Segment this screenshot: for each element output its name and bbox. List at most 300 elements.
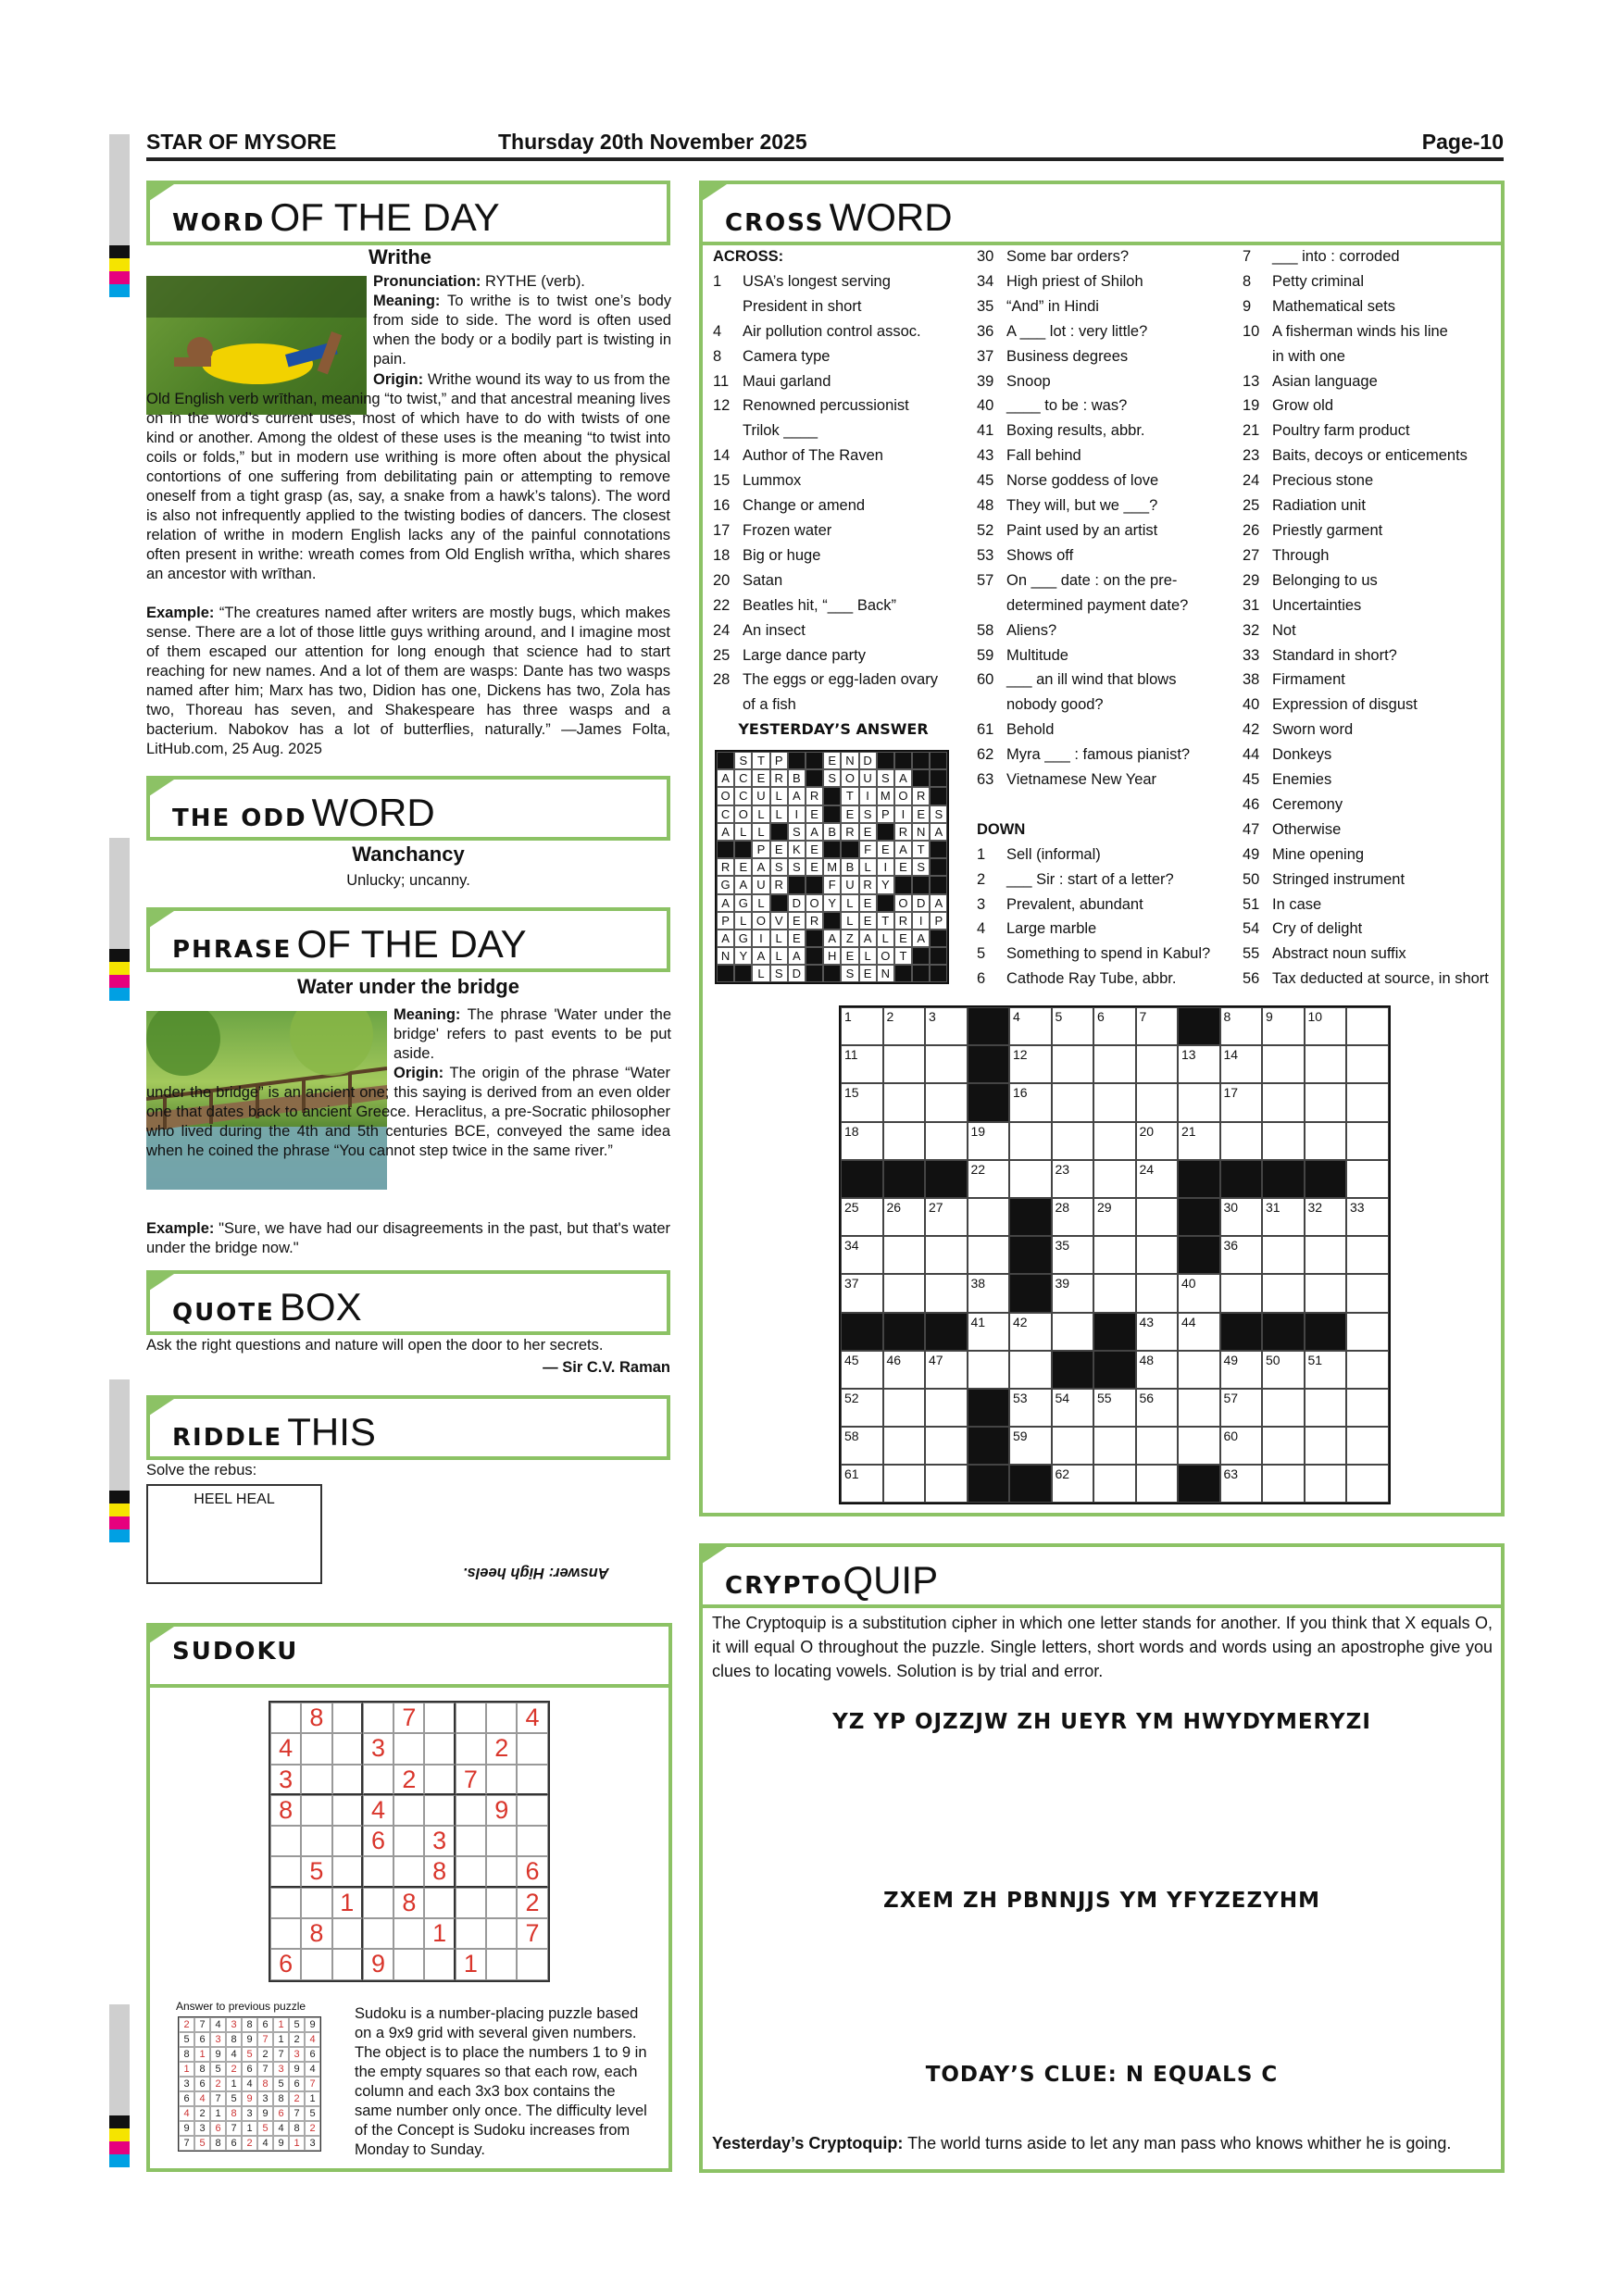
answer-cell: E <box>806 805 823 823</box>
clue-item: 1 Sell (informal) <box>977 845 1101 863</box>
clue-item: 4 Large marble <box>977 920 1097 938</box>
black-square <box>823 805 841 823</box>
answer-cell: E <box>788 912 806 930</box>
sudoku-cell[interactable] <box>424 1765 455 1795</box>
grid-cell[interactable]: 62 <box>1052 1465 1094 1503</box>
grid-cell[interactable]: 51 <box>1305 1351 1347 1389</box>
answer-cell: N <box>912 823 930 841</box>
sudoku-cell[interactable] <box>270 1888 301 1918</box>
sudoku-cell[interactable] <box>486 1826 517 1856</box>
answer-cell: S <box>823 769 841 787</box>
sudoku-grid[interactable] <box>269 1701 550 1982</box>
grid-cell[interactable] <box>925 1465 968 1503</box>
sudoku-cell[interactable]: 2 <box>486 1733 517 1764</box>
black-square <box>912 947 930 965</box>
rebus-box <box>146 1484 322 1584</box>
answer-cell: A <box>912 930 930 947</box>
clue-item: determined payment date? <box>1006 596 1189 614</box>
sudoku-cell[interactable]: 6 <box>517 1856 547 1887</box>
sudoku-cell[interactable] <box>456 1856 486 1887</box>
sudoku-cell[interactable]: 9 <box>363 1949 394 1979</box>
sudoku-cell[interactable] <box>456 1826 486 1856</box>
grid-cell[interactable] <box>1052 1427 1094 1465</box>
grid-cell[interactable]: 10 <box>1305 1007 1347 1045</box>
grid-cell[interactable] <box>1346 1427 1389 1465</box>
answer-cell: 1 <box>273 2032 289 2047</box>
grid-cell[interactable] <box>1093 1427 1136 1465</box>
grid-cell[interactable]: 11 <box>841 1045 883 1083</box>
grid-cell[interactable] <box>1305 1427 1347 1465</box>
grid-cell[interactable] <box>925 1083 968 1121</box>
sudoku-cell[interactable]: 5 <box>301 1856 331 1887</box>
sudoku-cell[interactable] <box>301 1733 331 1764</box>
sudoku-cell[interactable]: 6 <box>363 1826 394 1856</box>
sudoku-cell[interactable] <box>517 1795 547 1826</box>
paper-name: STAR OF MYSORE <box>146 130 337 154</box>
grid-cell[interactable] <box>1305 1083 1347 1121</box>
sudoku-cell[interactable] <box>332 1856 363 1887</box>
clue-item: 4 Air pollution control assoc. <box>713 322 921 340</box>
grid-cell[interactable]: 38 <box>968 1274 1010 1312</box>
grid-cell[interactable] <box>1262 1427 1305 1465</box>
answer-cell: Z <box>841 930 858 947</box>
answer-cell: 3 <box>194 2121 210 2136</box>
grid-cell[interactable]: 35 <box>1052 1236 1094 1274</box>
sudoku-cell[interactable] <box>517 1733 547 1764</box>
black-square <box>912 752 930 769</box>
grid-cell[interactable] <box>1093 1083 1136 1121</box>
sudoku-cell[interactable] <box>332 1765 363 1795</box>
grid-cell[interactable]: 2 <box>883 1007 926 1045</box>
sudoku-cell[interactable] <box>486 1949 517 1979</box>
black-square <box>925 1313 968 1351</box>
clue-item: Trilok ____ <box>743 422 818 440</box>
grid-cell[interactable]: 54 <box>1052 1389 1094 1427</box>
sudoku-cell[interactable]: 3 <box>270 1765 301 1795</box>
sudoku-cell[interactable] <box>301 1765 331 1795</box>
clue-item: 35 “And” in Hindi <box>977 297 1099 315</box>
clue-item: 20 Satan <box>713 571 783 589</box>
grid-cell[interactable] <box>1262 1122 1305 1160</box>
grid-cell[interactable]: 58 <box>841 1427 883 1465</box>
sudoku-cell[interactable] <box>517 1826 547 1856</box>
answer-cell: 7 <box>210 2091 226 2106</box>
grid-cell[interactable]: 9 <box>1262 1007 1305 1045</box>
grid-cell[interactable]: 46 <box>883 1351 926 1389</box>
sudoku-cell[interactable]: 8 <box>301 1703 331 1733</box>
odd-word-heading <box>146 776 670 841</box>
grid-cell[interactable] <box>1178 1083 1220 1121</box>
black-square <box>841 841 858 858</box>
answer-cell: A <box>788 787 806 805</box>
answer-cell: E <box>734 858 752 876</box>
answer-cell: L <box>859 947 877 965</box>
grid-cell[interactable] <box>1093 1236 1136 1274</box>
grid-cell[interactable]: 25 <box>841 1198 883 1236</box>
sudoku-cell[interactable] <box>456 1703 486 1733</box>
sudoku-cell[interactable] <box>394 1733 424 1764</box>
grid-cell[interactable] <box>1346 1389 1389 1427</box>
grid-cell[interactable]: 29 <box>1093 1198 1136 1236</box>
grid-cell[interactable] <box>1305 1274 1347 1312</box>
grid-cell[interactable] <box>1305 1389 1347 1427</box>
sudoku-cell[interactable]: 7 <box>517 1918 547 1949</box>
grid-cell[interactable] <box>1052 1083 1094 1121</box>
grid-cell[interactable]: 60 <box>1220 1427 1263 1465</box>
grid-cell[interactable] <box>1136 1465 1179 1503</box>
answer-cell: R <box>806 787 823 805</box>
answer-cell: 4 <box>305 2032 320 2047</box>
grid-cell[interactable] <box>1136 1083 1179 1121</box>
sudoku-cell[interactable] <box>363 1856 394 1887</box>
sudoku-cell[interactable]: 8 <box>394 1888 424 1918</box>
grid-cell[interactable] <box>925 1427 968 1465</box>
sudoku-cell[interactable] <box>301 1888 331 1918</box>
grid-cell[interactable]: 30 <box>1220 1198 1263 1236</box>
answer-cell: L <box>752 823 769 841</box>
answer-cell: A <box>894 841 912 858</box>
grid-cell[interactable] <box>925 1274 968 1312</box>
grid-cell[interactable]: 20 <box>1136 1122 1179 1160</box>
grid-cell[interactable] <box>1009 1160 1052 1198</box>
black-square <box>930 947 947 965</box>
sudoku-cell[interactable]: 2 <box>394 1765 424 1795</box>
sudoku-cell[interactable] <box>517 1765 547 1795</box>
grid-cell[interactable] <box>1178 1389 1220 1427</box>
grid-cell[interactable]: 34 <box>841 1236 883 1274</box>
grid-cell[interactable]: 59 <box>1009 1427 1052 1465</box>
answer-cell: S <box>841 965 858 982</box>
sudoku-cell[interactable] <box>270 1918 301 1949</box>
grid-cell[interactable]: 63 <box>1220 1465 1263 1503</box>
grid-cell[interactable]: 26 <box>883 1198 926 1236</box>
grid-cell[interactable] <box>1136 1274 1179 1312</box>
sudoku-cell[interactable]: 7 <box>456 1765 486 1795</box>
black-square <box>925 1160 968 1198</box>
sudoku-cell[interactable] <box>394 1918 424 1949</box>
grid-cell[interactable]: 43 <box>1136 1313 1179 1351</box>
grid-cell[interactable] <box>1346 1045 1389 1083</box>
grid-cell[interactable]: 22 <box>968 1160 1010 1198</box>
grid-cell[interactable] <box>1262 1045 1305 1083</box>
sudoku-cell[interactable] <box>270 1703 301 1733</box>
grid-cell[interactable]: 50 <box>1262 1351 1305 1389</box>
sudoku-cell[interactable]: 8 <box>301 1918 331 1949</box>
sudoku-cell[interactable] <box>332 1795 363 1826</box>
sudoku-cell[interactable]: 6 <box>270 1949 301 1979</box>
grid-cell[interactable]: 32 <box>1305 1198 1347 1236</box>
sudoku-cell[interactable]: 4 <box>517 1703 547 1733</box>
sudoku-cell[interactable] <box>424 1949 455 1979</box>
grid-cell[interactable]: 33 <box>1346 1198 1389 1236</box>
sudoku-cell[interactable] <box>363 1888 394 1918</box>
answer-cell: A <box>788 947 806 965</box>
grid-cell[interactable] <box>1346 1313 1389 1351</box>
grid-cell[interactable] <box>1136 1045 1179 1083</box>
clue-item: 38 Firmament <box>1243 671 1345 689</box>
sudoku-cell[interactable]: 4 <box>363 1795 394 1826</box>
clue-item: 10 A fisherman winds his line <box>1243 322 1448 340</box>
grid-cell[interactable] <box>1305 1465 1347 1503</box>
grid-cell[interactable]: 27 <box>925 1198 968 1236</box>
sudoku-cell[interactable] <box>394 1856 424 1887</box>
grid-cell[interactable] <box>968 1351 1010 1389</box>
grid-cell[interactable] <box>1052 1045 1094 1083</box>
black-square <box>734 965 752 982</box>
grid-cell[interactable]: 55 <box>1093 1389 1136 1427</box>
grid-cell[interactable] <box>1262 1236 1305 1274</box>
clue-item: 29 Belonging to us <box>1243 571 1378 589</box>
grid-cell[interactable] <box>1093 1122 1136 1160</box>
grid-cell[interactable]: 12 <box>1009 1045 1052 1083</box>
black-square <box>1178 1236 1220 1274</box>
sudoku-cell[interactable]: 9 <box>486 1795 517 1826</box>
grid-cell[interactable] <box>1093 1274 1136 1312</box>
grid-cell[interactable] <box>1262 1274 1305 1312</box>
sudoku-cell[interactable] <box>332 1733 363 1764</box>
sudoku-cell[interactable] <box>424 1888 455 1918</box>
sudoku-cell[interactable] <box>332 1826 363 1856</box>
black-square <box>877 752 894 769</box>
sudoku-cell[interactable] <box>486 1888 517 1918</box>
grid-cell[interactable] <box>1093 1045 1136 1083</box>
answer-cell: 9 <box>257 2106 273 2121</box>
sudoku-cell[interactable] <box>270 1856 301 1887</box>
grid-cell[interactable]: 53 <box>1009 1389 1052 1427</box>
grid-cell[interactable]: 47 <box>925 1351 968 1389</box>
sudoku-cell[interactable] <box>270 1826 301 1856</box>
sudoku-cell[interactable] <box>486 1765 517 1795</box>
grid-cell[interactable]: 40 <box>1178 1274 1220 1312</box>
clue-item: 50 Stringed instrument <box>1243 870 1405 888</box>
grid-cell[interactable] <box>1346 1007 1389 1045</box>
grid-cell[interactable] <box>1346 1465 1389 1503</box>
sudoku-cell[interactable]: 3 <box>424 1826 455 1856</box>
answer-cell: L <box>770 805 788 823</box>
grid-cell[interactable] <box>883 1427 926 1465</box>
black-square <box>968 1083 1010 1121</box>
grid-cell[interactable] <box>1178 1351 1220 1389</box>
grid-cell[interactable]: 23 <box>1052 1160 1094 1198</box>
sudoku-description: Sudoku is a number-placing puzzle based on a 9x9 grid with several given numbers. The object is to place the numbers 1 to 9 in the empty squares so that each row, each column and each 3x3 box contains the same number only once. The difficulty level of the Concept is Sudoku increases from Monday to Sunday. <box>355 2005 647 2158</box>
grid-cell[interactable] <box>883 1465 926 1503</box>
grid-cell[interactable] <box>883 1274 926 1312</box>
grid-cell[interactable] <box>1009 1351 1052 1389</box>
word-example: Example: “The creatures named after writers are mostly bugs, which makes sense. There are a lot of those little guys writhing around, and I imagine most of them escaped our attention for long enough that science had to start reaching for new names. And a lot of them are wasps: Dante has two wasps named after him; Marx has two, Didion has one, Dickens has two, Zola has two, Thoreau has seven, and Shakespeare has three wasps and a bacterium. Nabokov has a lot of butterflies, naturally.” —James Folta, LitHub.com, 25 Aug. 2025 <box>146 605 670 757</box>
clue-item: 8 Petty criminal <box>1243 272 1365 290</box>
grid-cell[interactable] <box>1178 1427 1220 1465</box>
grid-cell[interactable]: 44 <box>1178 1313 1220 1351</box>
sudoku-cell[interactable] <box>332 1703 363 1733</box>
sudoku-cell[interactable] <box>456 1888 486 1918</box>
grid-cell[interactable] <box>1305 1236 1347 1274</box>
grid-cell[interactable]: 57 <box>1220 1389 1263 1427</box>
riddle-heading <box>146 1395 670 1460</box>
grid-cell[interactable] <box>968 1198 1010 1236</box>
grid-cell[interactable] <box>1346 1274 1389 1312</box>
grid-cell[interactable] <box>1262 1465 1305 1503</box>
grid-cell[interactable]: 4 <box>1009 1007 1052 1045</box>
grid-cell[interactable] <box>1346 1122 1389 1160</box>
sudoku-cell[interactable]: 2 <box>517 1888 547 1918</box>
grid-cell[interactable]: 31 <box>1262 1198 1305 1236</box>
grid-cell[interactable] <box>1093 1160 1136 1198</box>
grid-cell[interactable]: 61 <box>841 1465 883 1503</box>
grid-cell[interactable] <box>1305 1122 1347 1160</box>
grid-cell[interactable]: 16 <box>1009 1083 1052 1121</box>
grid-cell[interactable]: 41 <box>968 1313 1010 1351</box>
grid-cell[interactable] <box>883 1083 926 1121</box>
sudoku-cell[interactable] <box>394 1826 424 1856</box>
grid-cell[interactable] <box>1262 1083 1305 1121</box>
sudoku-cell[interactable] <box>486 1703 517 1733</box>
sudoku-cell[interactable]: 1 <box>424 1918 455 1949</box>
sudoku-cell[interactable] <box>363 1918 394 1949</box>
grid-cell[interactable] <box>883 1122 926 1160</box>
clue-item: 60 ___ an ill wind that blows <box>977 671 1177 689</box>
grid-cell[interactable] <box>968 1236 1010 1274</box>
heading-large: THIS <box>287 1410 376 1454</box>
answer-cell: 8 <box>210 2136 226 2151</box>
grid-cell[interactable] <box>1136 1198 1179 1236</box>
answer-cell: 6 <box>273 2106 289 2121</box>
grid-cell[interactable] <box>1346 1351 1389 1389</box>
grid-cell[interactable] <box>1220 1274 1263 1312</box>
grid-cell[interactable]: 39 <box>1052 1274 1094 1312</box>
grid-cell[interactable]: 42 <box>1009 1313 1052 1351</box>
clue-item: 24 An insect <box>713 621 806 639</box>
grid-cell[interactable] <box>1346 1236 1389 1274</box>
grid-cell[interactable] <box>1346 1083 1389 1121</box>
answer-cell: 4 <box>226 2047 242 2062</box>
grid-cell[interactable] <box>1305 1045 1347 1083</box>
grid-cell[interactable] <box>883 1045 926 1083</box>
grid-cell[interactable] <box>1052 1313 1094 1351</box>
odd-word-meaning: Unlucky; uncanny. <box>346 872 470 889</box>
answer-cell: E <box>841 947 858 965</box>
answer-cell: 7 <box>273 2047 289 2062</box>
black-square <box>1009 1236 1052 1274</box>
grid-cell[interactable] <box>883 1389 926 1427</box>
black-square <box>968 1427 1010 1465</box>
down-clues-col3 <box>1243 244 1502 992</box>
grid-cell[interactable] <box>1136 1427 1179 1465</box>
sudoku-cell[interactable] <box>456 1918 486 1949</box>
black-square <box>912 876 930 893</box>
grid-cell[interactable] <box>1052 1122 1094 1160</box>
grid-cell[interactable] <box>1220 1122 1263 1160</box>
answer-cell: 1 <box>226 2077 242 2091</box>
answer-cell: A <box>717 930 734 947</box>
sudoku-cell[interactable] <box>332 1949 363 1979</box>
grid-cell[interactable] <box>1093 1465 1136 1503</box>
grid-cell[interactable] <box>1136 1236 1179 1274</box>
answer-cell: O <box>752 912 769 930</box>
grid-cell[interactable]: 15 <box>841 1083 883 1121</box>
grid-cell[interactable]: 45 <box>841 1351 883 1389</box>
grid-cell[interactable]: 3 <box>925 1007 968 1045</box>
grid-cell[interactable]: 19 <box>968 1122 1010 1160</box>
sudoku-cell[interactable] <box>363 1703 394 1733</box>
sudoku-cell[interactable]: 1 <box>332 1888 363 1918</box>
grid-cell[interactable]: 36 <box>1220 1236 1263 1274</box>
grid-cell[interactable]: 7 <box>1136 1007 1179 1045</box>
grid-cell[interactable]: 56 <box>1136 1389 1179 1427</box>
answer-cell: A <box>894 769 912 787</box>
grid-cell[interactable]: 48 <box>1136 1351 1179 1389</box>
heading-large: OF THE DAY <box>296 922 527 966</box>
sudoku-cell[interactable] <box>456 1733 486 1764</box>
sudoku-cell[interactable] <box>301 1826 331 1856</box>
grid-cell[interactable] <box>1346 1160 1389 1198</box>
grid-cell[interactable] <box>925 1389 968 1427</box>
grid-cell[interactable] <box>1009 1122 1052 1160</box>
grid-cell[interactable]: 37 <box>841 1274 883 1312</box>
sudoku-cell[interactable] <box>363 1765 394 1795</box>
sudoku-cell[interactable]: 8 <box>424 1856 455 1887</box>
grid-cell[interactable]: 49 <box>1220 1351 1263 1389</box>
answer-cell: 1 <box>194 2047 210 2062</box>
clue-item: 57 On ___ date : on the pre- <box>977 571 1178 589</box>
across-clues-col2 <box>977 244 1231 992</box>
grid-cell[interactable]: 17 <box>1220 1083 1263 1121</box>
sudoku-cell[interactable] <box>456 1795 486 1826</box>
sudoku-cell[interactable]: 7 <box>394 1703 424 1733</box>
heading-small: QUOTE <box>172 1299 275 1327</box>
grid-cell[interactable] <box>925 1122 968 1160</box>
crossword-grid[interactable] <box>839 1005 1391 1504</box>
grid-cell[interactable] <box>925 1045 968 1083</box>
grid-cell[interactable] <box>1262 1389 1305 1427</box>
sudoku-cell[interactable] <box>332 1918 363 1949</box>
sudoku-cell[interactable] <box>486 1918 517 1949</box>
grid-cell[interactable] <box>925 1236 968 1274</box>
sudoku-cell[interactable] <box>424 1703 455 1733</box>
sudoku-cell[interactable] <box>301 1795 331 1826</box>
answer-cell: L <box>752 894 769 912</box>
sudoku-cell[interactable]: 4 <box>270 1733 301 1764</box>
sudoku-cell[interactable] <box>486 1856 517 1887</box>
grid-cell[interactable]: 18 <box>841 1122 883 1160</box>
sudoku-cell[interactable]: 3 <box>363 1733 394 1764</box>
sudoku-cell[interactable]: 8 <box>270 1795 301 1826</box>
sudoku-cell[interactable] <box>424 1733 455 1764</box>
grid-cell[interactable]: 24 <box>1136 1160 1179 1198</box>
black-square <box>734 841 752 858</box>
sudoku-cell[interactable] <box>394 1949 424 1979</box>
grid-cell[interactable]: 6 <box>1093 1007 1136 1045</box>
grid-cell[interactable]: 13 <box>1178 1045 1220 1083</box>
sudoku-cell[interactable] <box>394 1795 424 1826</box>
grid-cell[interactable]: 1 <box>841 1007 883 1045</box>
answer-cell: U <box>752 787 769 805</box>
grid-cell[interactable]: 8 <box>1220 1007 1263 1045</box>
grid-cell[interactable] <box>883 1236 926 1274</box>
answer-cell: N <box>841 752 858 769</box>
sudoku-cell[interactable] <box>424 1795 455 1826</box>
answer-cell: D <box>788 894 806 912</box>
grid-cell[interactable]: 52 <box>841 1389 883 1427</box>
grid-cell[interactable]: 28 <box>1052 1198 1094 1236</box>
grid-cell[interactable]: 21 <box>1178 1122 1220 1160</box>
sudoku-cell[interactable] <box>517 1949 547 1979</box>
sudoku-cell[interactable]: 1 <box>456 1949 486 1979</box>
grid-cell[interactable]: 5 <box>1052 1007 1094 1045</box>
answer-cell: 7 <box>179 2136 194 2151</box>
answer-cell: 9 <box>179 2121 194 2136</box>
grid-cell[interactable]: 14 <box>1220 1045 1263 1083</box>
sudoku-cell[interactable] <box>301 1949 331 1979</box>
